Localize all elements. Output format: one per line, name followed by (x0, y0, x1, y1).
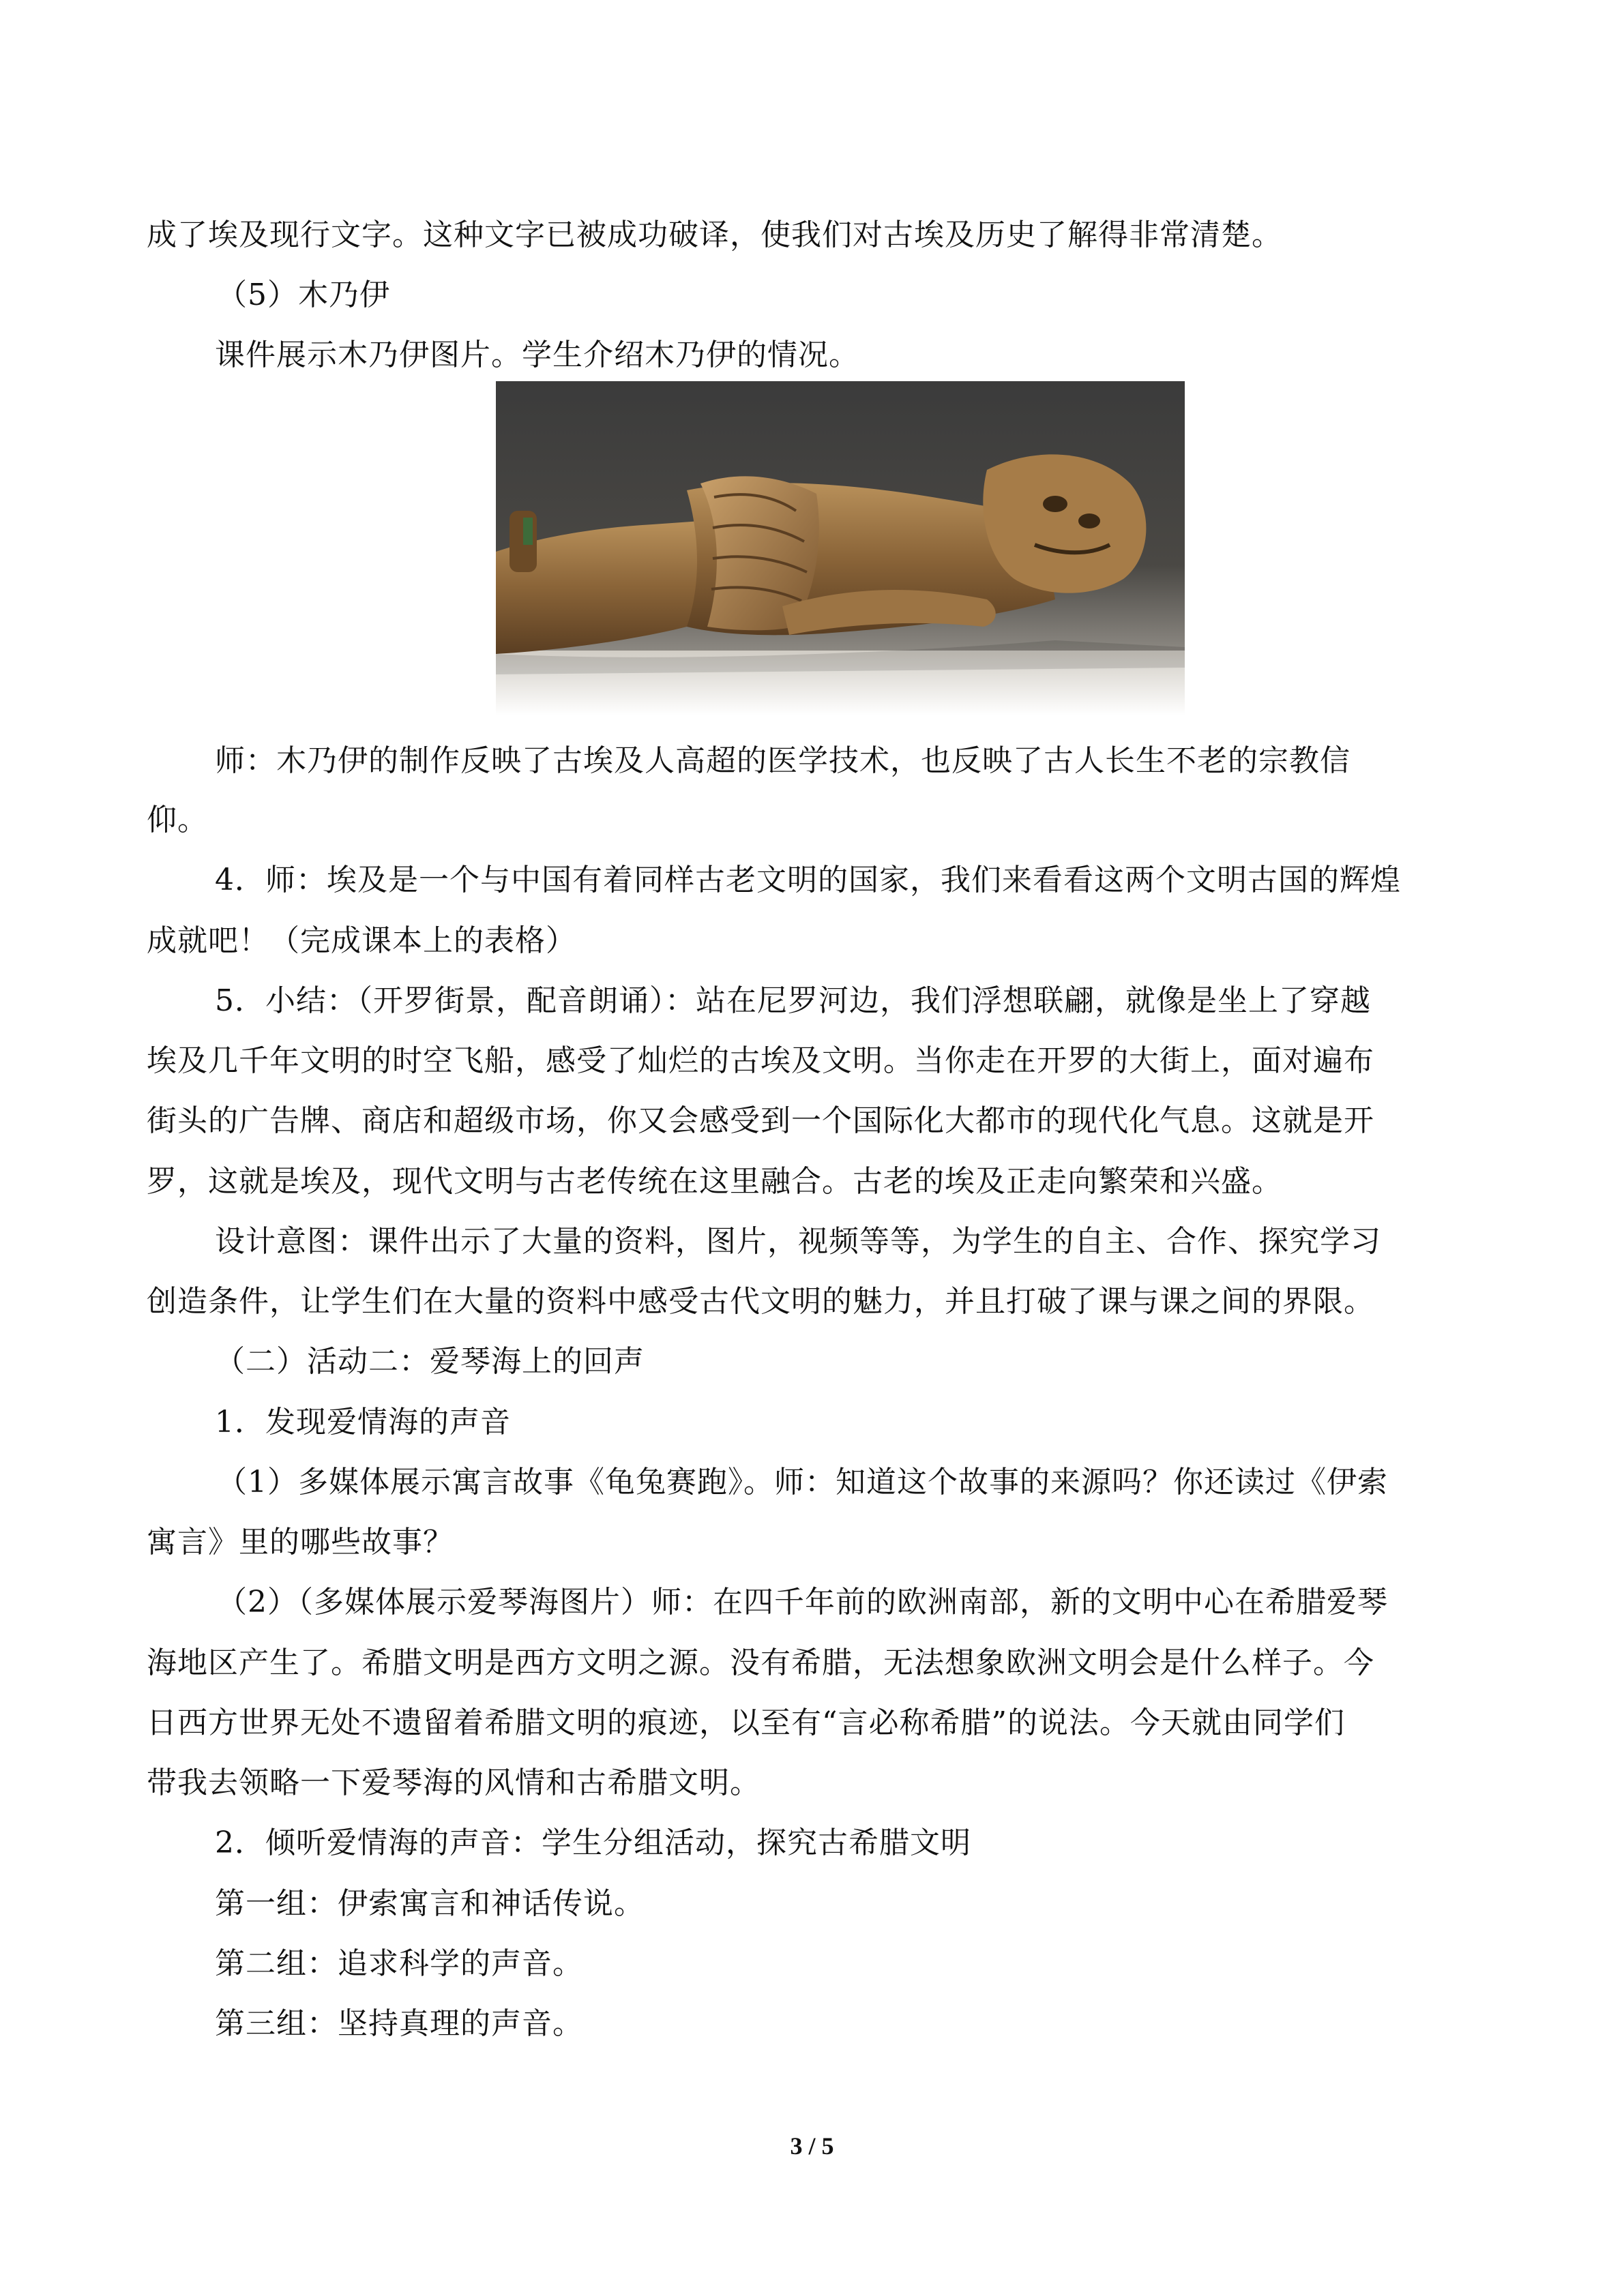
text-line-5: 仰。 (147, 803, 208, 837)
text-line-4: 师：木乃伊的制作反映了古埃及人高超的医学技术，也反映了古人长生不老的宗教信 (215, 743, 1350, 778)
section-heading-activity-two: （二）活动二：爱琴海上的回声 (215, 1344, 645, 1379)
text-line-17: 寓言》里的哪些故事？ (147, 1525, 454, 1560)
page-number: 3 / 5 (790, 2132, 834, 2160)
text-line-6: 4．师：埃及是一个与中国有着同样古老文明的国家，我们来看看这两个文明古国的辉煌 (215, 863, 1401, 897)
text-line-11: 罗，这就是埃及，现代文明与古老传统在这里融合。古老的埃及正走向繁荣和兴盛。 (147, 1164, 1282, 1199)
text-line-9: 埃及几千年文明的时空飞船，感受了灿烂的古埃及文明。当你走在开罗的大街上，面对遍布 (147, 1043, 1374, 1078)
text-line-8: 5．小结：（开罗街景，配音朗诵）：站在尼罗河边，我们浮想联翩，就像是坐上了穿越 (215, 983, 1371, 1018)
group-one-line: 第一组：伊索寓言和神话传说。 (215, 1886, 645, 1921)
text-line-7: 成就吧！（完成课本上的表格） (147, 923, 576, 958)
text-line-16: （1）多媒体展示寓言故事《龟兔赛跑》。师：知道这个故事的来源吗？你还读过《伊索 (217, 1465, 1388, 1500)
mummy-photo (496, 381, 1185, 715)
text-line-22: 2．倾听爱情海的声音：学生分组活动，探究古希腊文明 (215, 1825, 971, 1860)
group-three-line: 第三组：坚持真理的声音。 (215, 2006, 583, 2041)
text-line-3: 课件展示木乃伊图片。学生介绍木乃伊的情况。 (215, 338, 859, 372)
text-line-15: 1．发现爱情海的声音 (215, 1405, 511, 1440)
text-line-12: 设计意图：课件出示了大量的资料，图片，视频等等，为学生的自主、合作、探究学习 (215, 1224, 1381, 1259)
text-line-18: （2）（多媒体展示爱琴海图片）师：在四千年前的欧洲南部，新的文明中心在希腊爱琴 (217, 1585, 1388, 1620)
text-line-19: 海地区产生了。希腊文明是西方文明之源。没有希腊，无法想象欧洲文明会是什么样子。今 (147, 1645, 1374, 1680)
text-line-21: 带我去领略一下爱琴海的风情和古希腊文明。 (147, 1765, 761, 1800)
text-line-20: 日西方世界无处不遗留着希腊文明的痕迹，以至有“言必称希腊”的说法。今天就由同学们 (147, 1705, 1345, 1740)
group-two-line: 第二组：追求科学的声音。 (215, 1946, 583, 1981)
text-line-13: 创造条件，让学生们在大量的资料中感受古代文明的魅力，并且打破了课与课之间的界限。 (147, 1284, 1374, 1319)
text-line-1: 成了埃及现行文字。这种文字已被成功破译，使我们对古埃及历史了解得非常清楚。 (147, 218, 1282, 252)
text-line-10: 街头的广告牌、商店和超级市场，你又会感受到一个国际化大都市的现代化气息。这就是开 (147, 1103, 1374, 1138)
section-heading-mummy: （5）木乃伊 (217, 278, 390, 312)
